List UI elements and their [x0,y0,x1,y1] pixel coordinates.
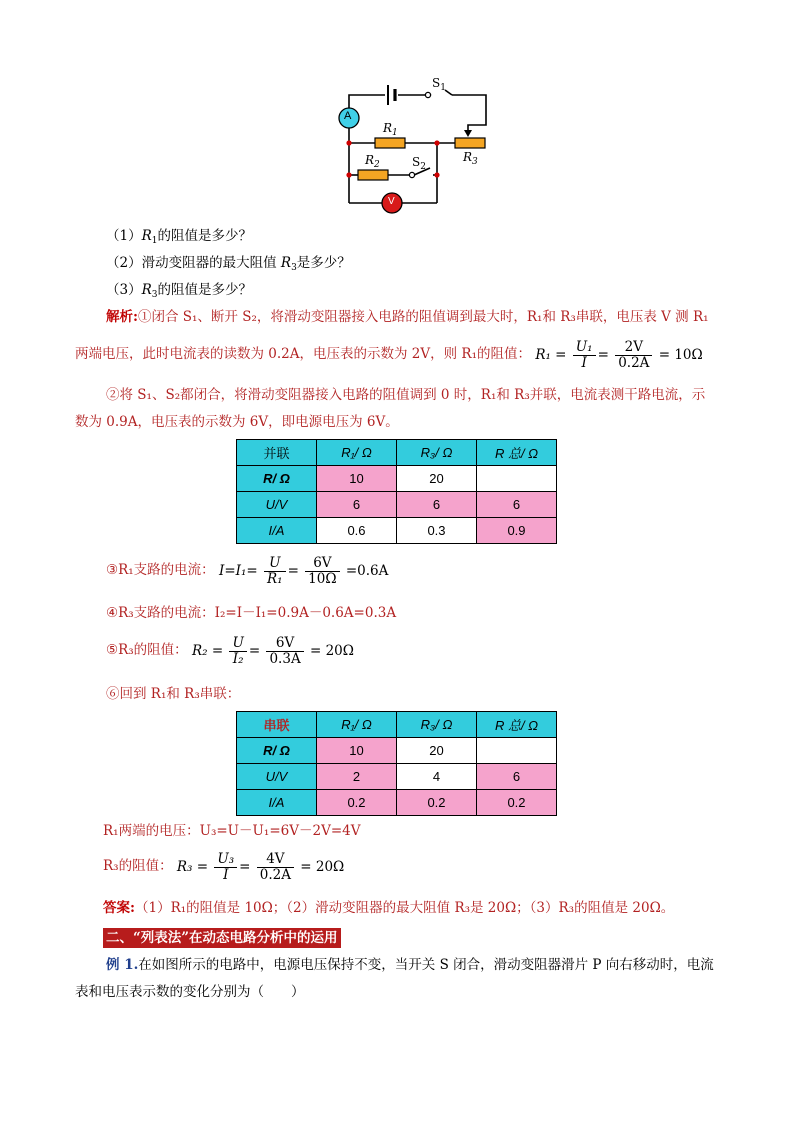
series-table [236,711,557,816]
answer-line: 答案:（1）R₁的阻值是 10Ω；（2）滑动变阻器的最大阻值 R₃是 20Ω；（3）R₃的阻值是 20Ω。 [103,900,675,916]
analysis-step1-line2: 两端电压，此时电流表的读数为 0.2A，电压表的示数为 2V，则 R₁的阻值： R₁ = $\frac{\text{U₁}}{I}$ = $\frac{2V}{0.2A}$ = 10Ω [75,338,703,371]
r1-formula: R₁ = $\frac{\text{U₁}}{I}$ = $\frac{2V}{0.2A}$ = 10Ω [535,338,703,371]
table-cell: U/V [237,492,317,518]
table-row [237,440,557,466]
table-cell: R/ Ω [237,738,317,764]
circuit-diagram [330,75,500,215]
r3-rheostat [455,138,485,148]
table-row [237,518,557,544]
table-cell: 6 [317,492,397,518]
table-cell: R 总/ Ω [477,712,557,738]
table-cell: U/V [237,764,317,790]
example-line1: 例 1.在如图所示的电路中，电源电压保持不变，当开关 S 闭合，滑动变阻器滑片 P 向右移动时，电流 [106,957,714,973]
table-cell: 串联 [237,712,317,738]
question-3: $(3)R_3$的阻值是多少？ [106,282,252,300]
analysis-step4: ④R₃支路的电流：I₂=I－I₁=0.9A－0.6A=0.3A [106,605,397,621]
s1-label: $S_1$ [432,76,446,93]
table-cell: 20 [397,466,477,492]
table-cell: R/ Ω [237,466,317,492]
analysis-step5: ⑤R₃的阻值： R₂ = $\frac{U}{\text{I₂}}$ = $\frac{6V}{0.3A}$ = 20Ω [106,634,354,667]
table-cell: R₃/ Ω [397,440,477,466]
r1-resistor [375,138,405,148]
analysis-step2-line1: ②将 S₁、S₂都闭合，将滑动变阻器接入电路的阻值调到 0 时，R₁和 R₃并联，电流表测干路电流，示 [106,387,706,403]
table-cell: 0.3 [397,518,477,544]
analysis-step2-line2: 数为 0.9A，电压表的示数为 6V，即电源电压为 6V。 [75,414,399,430]
r1-label: $R_1$ [383,121,398,138]
section-heading: 二、“列表法”在动态电路分析中的运用 [103,928,341,948]
s2-label: $S_2$ [412,155,426,172]
table-cell: I/A [237,518,317,544]
table-cell: R₁/ Ω [317,712,397,738]
table-row [237,738,557,764]
table-cell: 4 [397,764,477,790]
parallel-table [236,439,557,544]
voltmeter-label: V [388,196,395,207]
r2-resistor [358,170,388,180]
question-1: $(1)R_1$的阻值是多少？ [106,228,252,246]
table-cell [477,466,557,492]
example-line2: 表和电压表示数的变化分别为（ ） [75,984,305,1000]
table-cell: 10 [317,466,397,492]
analysis-step6: ⑥回到 R₁和 R₃串联： [106,686,241,702]
table-cell: 0.9 [477,518,557,544]
r3-value-line: R₃的阻值： R₃ = $\frac{\text{U₃}}{I}$ = $\frac{4V}{0.2A}$ = 20Ω [103,850,345,883]
table-cell: 6 [397,492,477,518]
table-cell: I/A [237,790,317,816]
table-cell: 10 [317,738,397,764]
analysis-step1-line1: 解析:①闭合 S₁、断开 S₂，将滑动变阻器接入电路的阻值调到最大时，R₁和 R₃串联，电压表 V 测 R₁ [106,309,709,325]
table-row [237,492,557,518]
r3-voltage-line: R₁两端的电压：U₃=U－U₁=6V－2V=4V [103,823,361,839]
r2-label: $R_2$ [365,153,380,170]
table-cell: R₁/ Ω [317,440,397,466]
table-cell: 0.2 [397,790,477,816]
table-row [237,790,557,816]
r3-label: $R_3$ [463,150,478,167]
table-row [237,712,557,738]
table-cell: 6 [477,492,557,518]
ammeter-label: A [344,110,352,122]
table-row [237,764,557,790]
table-cell: 0.6 [317,518,397,544]
table-cell: 20 [397,738,477,764]
table-cell: 并联 [237,440,317,466]
table-cell: 6 [477,764,557,790]
table-cell: 0.2 [317,790,397,816]
table-cell: 0.2 [477,790,557,816]
analysis-step3: ③R₁支路的电流： I=I₁= $\frac{U}{\text{R₁}}$ = $\frac{6V}{10\Omega}$ =0.6A [106,554,389,587]
table-cell [477,738,557,764]
table-cell: 2 [317,764,397,790]
table-cell: R 总/ Ω [477,440,557,466]
table-cell: R₃/ Ω [397,712,477,738]
table-row [237,466,557,492]
question-2: （2）滑动变阻器的最大阻值 $R_3$是多少？ [106,255,351,273]
